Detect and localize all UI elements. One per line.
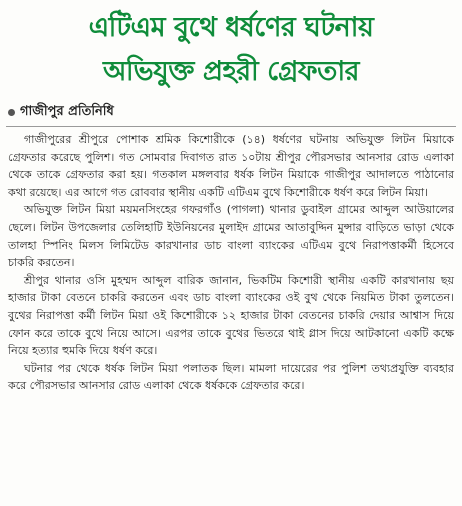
article-paragraph: গাজীপুরের শ্রীপুরে পোশাক শ্রমিক কিশোরীকে (১৪) ধর্ষণের ঘটনায় অভিযুক্ত লিটন মিয়াকে গ্রেফতার করেছে পুলিশ। গত সোমবার দিবাগত রাত ১০টায় শ্রীপুর পৌরসভার আনসার রোড এলাকা থেকে তাকে গ্রেফতার করা হয়। গতকাল মঙ্গলবার ধর্ষক লিটন মিয়াকে গাজীপুর আদালতে পাঠানোর কথা রয়েছে। এর আগে গত রোববার স্থানীয় একটি এটিএম বুথে কিশোরীকে ধর্ষণ করে লিটন মিয়া। (8, 133, 454, 199)
article-paragraph: ঘটনার পর থেকে ধর্ষক লিটন মিয়া পলাতক ছিল। মামলা দায়েরের পর পুলিশ তথ্যপ্রযুক্তি ব্যবহার করে পৌরসভার আনসার রোড এলাকা থেকে ধর্ষককে গ্রেফতার করে। (8, 361, 454, 393)
bullet-icon (8, 109, 15, 116)
byline-text: গাজীপুর প্রতিনিধি (20, 104, 114, 119)
article-paragraph: অভিযুক্ত লিটন মিয়া ময়মনসিংহের গফরগাঁও (পাগলা) থানার ডুবাইল গ্রামের আব্দুল আউয়ালের ছেলে। লিটন উপজেলার তেলিহাটি ইউনিয়নের মুলাইদ গ্রামের আতাবুদ্দিন মুন্সার বাড়িতে ভাড়া থেকে তালহা স্পিনিং মিলস লিমিটেড কারখানার ডাচ বাংলা ব্যাংকের এটিএম বুথে নিরাপত্তাকর্মী হিসেবে চাকরি করতেন। (8, 203, 454, 270)
article-body (0, 127, 462, 395)
article-paragraph: শ্রীপুর থানার ওসি মুহম্মদ আব্দুল বারিক জানান, ভিকটিম কিশোরী স্থানীয় একটি কারখানায় ছয় হাজার টাকা বেতনে চাকরি করতেন এবং ডাচ বাংলা ব্যাংকের ওই বুথ থেকে নিয়মিত টাকা তুলতেন। বুথের নিরাপত্তা কর্মী লিটন মিয়া ওই কিশোরীকে ১২ হাজার টাকা বেতনের চাকরি দেয়ার আশ্বাস দিয়ে ফোন করে তাকে বুথে নিয়ে আসে। এরপর তাকে বুথের ভিতরে থাই গ্লাস দিয়ে আটকানো একটি কক্ষে নিয়ে হত্যার হুমকি দিয়ে ধর্ষণ করে। (8, 273, 454, 358)
byline (8, 102, 462, 123)
headline-line-1: এটিএম বুথে ধর্ষণের ঘটনায় (88, 12, 374, 43)
headline (0, 0, 462, 94)
headline-line-2: অভিযুক্ত প্রহরী গ্রেফতার (102, 56, 360, 87)
